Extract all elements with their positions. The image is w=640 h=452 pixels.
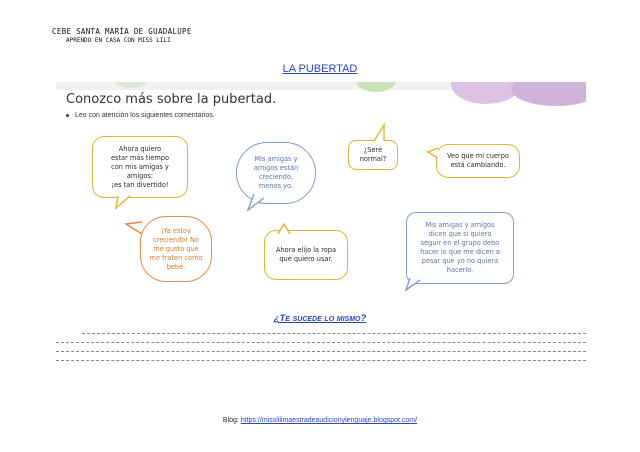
- school-subtitle: APRENDO EN CASA CON MISS LILI: [66, 37, 171, 44]
- bubble-tail: [406, 278, 422, 292]
- speech-bubble: Ahora quiero estar más tiempo con mis amigas y amigos: ¡es tan divertido!: [92, 136, 188, 198]
- activity-instruction: [66, 112, 215, 119]
- speech-bubble: ¿Seré normal?: [348, 140, 398, 170]
- instruction-text: Leo con atención los siguientes comentarios.: [75, 112, 215, 119]
- activity-image: [56, 82, 586, 294]
- blog-link[interactable]: https://misslilimaestradeaudicionylenguaje.blogspot.com/: [240, 417, 418, 424]
- speech-bubble: ¡Ya estoy creciendo! No me gusta que me traten como bebé.: [140, 216, 212, 282]
- answer-lines: [56, 333, 586, 369]
- decorative-blob: [451, 82, 521, 104]
- school-header: [52, 27, 192, 44]
- speech-bubble: Ahora elijo la ropa que quiero usar.: [264, 230, 348, 280]
- bubble-tail: [126, 222, 142, 236]
- blog-footer: [0, 417, 640, 424]
- bubble-tail: [278, 224, 292, 234]
- bubble-tail: [428, 148, 440, 160]
- blog-label: Blog:: [222, 417, 239, 424]
- speech-bubble: Veo que mi cuerpo está cambiando.: [436, 144, 520, 178]
- answer-line[interactable]: [56, 360, 586, 361]
- answer-line[interactable]: [56, 351, 586, 352]
- bubble-tail: [116, 196, 136, 210]
- page-title: LA PUBERTAD: [282, 63, 358, 75]
- speech-bubble: Mis amigas y amigos están creciendo, menos yo.: [236, 142, 316, 204]
- answer-line[interactable]: [82, 333, 586, 334]
- bubble-tail: [248, 194, 268, 212]
- school-name: CEBE SANTA MARÍA DE GUADALUPE: [52, 27, 192, 36]
- decorative-blob: [356, 82, 396, 92]
- decorative-blob: [511, 82, 586, 106]
- speech-bubble: Mis amigas y amigos dicen que si quiero seguir en el grupo debo hacer lo que me dicen a pesar que yo no quiera hacerlo.: [406, 212, 514, 284]
- question-heading: ¿Te sucede lo mismo?: [273, 313, 367, 324]
- bubble-tail: [374, 125, 390, 141]
- activity-subtitle: Conozco más sobre la pubertad.: [66, 92, 277, 107]
- answer-line[interactable]: [56, 342, 586, 343]
- bullet-icon: [66, 114, 69, 117]
